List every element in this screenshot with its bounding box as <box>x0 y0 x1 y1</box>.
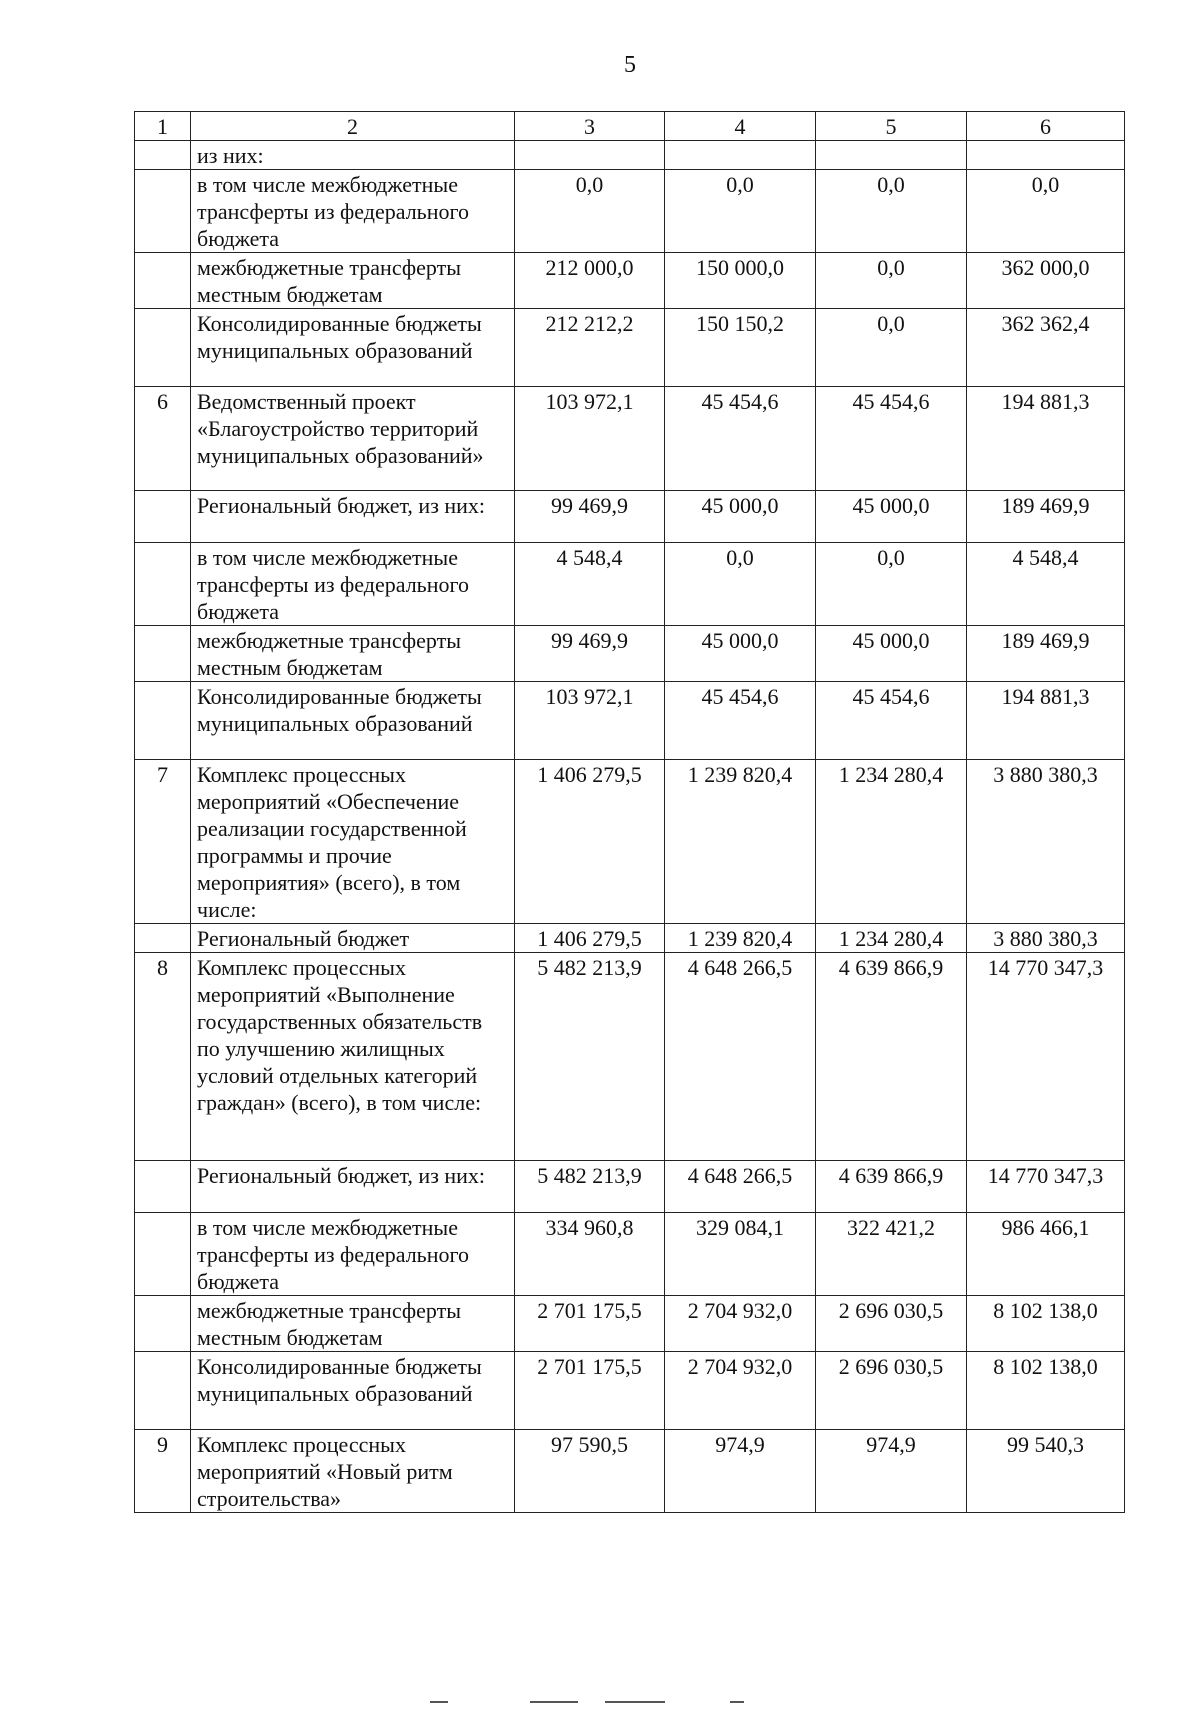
value-col-5: 2 696 030,5 <box>816 1296 967 1352</box>
value-col-4: 4 648 266,5 <box>665 953 816 1161</box>
table-row <box>135 543 1125 626</box>
value-col-5: 322 421,2 <box>816 1213 967 1296</box>
value-col-5: 45 000,0 <box>816 626 967 682</box>
value-col-5: 4 639 866,9 <box>816 1161 967 1213</box>
row-description: в том числе межбюджетные трансферты из федерального бюджета <box>191 1213 515 1296</box>
value-col-4: 150 000,0 <box>665 253 816 309</box>
table-row <box>135 253 1125 309</box>
value-col-3: 97 590,5 <box>515 1430 665 1513</box>
row-description: межбюджетные трансферты местным бюджетам <box>191 626 515 682</box>
page-number: 5 <box>624 52 636 78</box>
header-cell-6: 6 <box>967 112 1125 141</box>
value-col-4: 329 084,1 <box>665 1213 816 1296</box>
row-description: межбюджетные трансферты местным бюджетам <box>191 253 515 309</box>
row-description: Ведомственный проект «Благоустройство территорий муниципальных образований» <box>191 387 515 491</box>
value-col-6: 14 770 347,3 <box>967 953 1125 1161</box>
header-cell-2: 2 <box>191 112 515 141</box>
table-row <box>135 760 1125 924</box>
value-col-3: 103 972,1 <box>515 387 665 491</box>
value-col-5: 974,9 <box>816 1430 967 1513</box>
row-number <box>135 543 191 626</box>
value-col-6: 362 362,4 <box>967 309 1125 387</box>
value-col-4: 1 239 820,4 <box>665 760 816 924</box>
value-col-4: 45 454,6 <box>665 682 816 760</box>
value-col-4: 1 239 820,4 <box>665 924 816 953</box>
value-col-5: 45 454,6 <box>816 682 967 760</box>
value-col-4: 150 150,2 <box>665 309 816 387</box>
scan-mark <box>730 1701 744 1703</box>
row-description: Региональный бюджет, из них: <box>191 1161 515 1213</box>
value-col-5: 45 454,6 <box>816 387 967 491</box>
row-description: Комплекс процессных мероприятий «Обеспечение реализации государственной программы и прочие мероприятия» (всего), в том числе: <box>191 760 515 924</box>
row-description: межбюджетные трансферты местным бюджетам <box>191 1296 515 1352</box>
value-col-4: 45 454,6 <box>665 387 816 491</box>
value-col-6: 986 466,1 <box>967 1213 1125 1296</box>
row-number <box>135 924 191 953</box>
row-number <box>135 626 191 682</box>
row-number <box>135 491 191 543</box>
value-col-6: 4 548,4 <box>967 543 1125 626</box>
table-row <box>135 141 1125 170</box>
value-col-3: 4 548,4 <box>515 543 665 626</box>
value-col-4: 0,0 <box>665 543 816 626</box>
header-cell-1: 1 <box>135 112 191 141</box>
header-cell-5: 5 <box>816 112 967 141</box>
value-col-6: 189 469,9 <box>967 491 1125 543</box>
value-col-3: 99 469,9 <box>515 626 665 682</box>
value-col-6 <box>967 141 1125 170</box>
row-description: Региональный бюджет, из них: <box>191 491 515 543</box>
table-row <box>135 682 1125 760</box>
row-number: 9 <box>135 1430 191 1513</box>
scan-mark <box>605 1701 665 1703</box>
table-row <box>135 1430 1125 1513</box>
value-col-5 <box>816 141 967 170</box>
value-col-5: 0,0 <box>816 543 967 626</box>
table-body <box>135 112 1125 1513</box>
value-col-5: 45 000,0 <box>816 491 967 543</box>
value-col-5: 1 234 280,4 <box>816 760 967 924</box>
row-number <box>135 309 191 387</box>
value-col-4 <box>665 141 816 170</box>
value-col-5: 0,0 <box>816 309 967 387</box>
value-col-3: 212 212,2 <box>515 309 665 387</box>
value-col-6: 0,0 <box>967 170 1125 253</box>
value-col-4: 45 000,0 <box>665 626 816 682</box>
value-col-3: 5 482 213,9 <box>515 1161 665 1213</box>
value-col-6: 8 102 138,0 <box>967 1352 1125 1430</box>
table-row <box>135 1161 1125 1213</box>
value-col-4: 45 000,0 <box>665 491 816 543</box>
header-cell-4: 4 <box>665 112 816 141</box>
value-col-6: 362 000,0 <box>967 253 1125 309</box>
value-col-4: 2 704 932,0 <box>665 1352 816 1430</box>
table-row <box>135 1352 1125 1430</box>
row-number <box>135 1213 191 1296</box>
value-col-3: 334 960,8 <box>515 1213 665 1296</box>
table-row <box>135 953 1125 1161</box>
table-row <box>135 626 1125 682</box>
scan-mark <box>530 1701 578 1703</box>
row-description: Комплекс процессных мероприятий «Выполнение государственных обязательств по улучшению жилищных условий отдельных категорий граждан» (всего), в том числе: <box>191 953 515 1161</box>
table-row <box>135 387 1125 491</box>
row-number: 8 <box>135 953 191 1161</box>
value-col-3: 2 701 175,5 <box>515 1296 665 1352</box>
row-number <box>135 1161 191 1213</box>
scan-artifact-marks <box>430 1701 790 1705</box>
value-col-3: 1 406 279,5 <box>515 760 665 924</box>
row-description: Консолидированные бюджеты муниципальных образований <box>191 682 515 760</box>
scan-mark <box>430 1701 448 1703</box>
row-number <box>135 253 191 309</box>
value-col-3: 99 469,9 <box>515 491 665 543</box>
value-col-5: 4 639 866,9 <box>816 953 967 1161</box>
row-number <box>135 141 191 170</box>
row-description: в том числе межбюджетные трансферты из федерального бюджета <box>191 170 515 253</box>
value-col-4: 2 704 932,0 <box>665 1296 816 1352</box>
budget-table <box>134 111 1125 1513</box>
row-description: из них: <box>191 141 515 170</box>
value-col-3: 1 406 279,5 <box>515 924 665 953</box>
table-row <box>135 924 1125 953</box>
row-number <box>135 1352 191 1430</box>
value-col-6: 99 540,3 <box>967 1430 1125 1513</box>
row-number: 6 <box>135 387 191 491</box>
value-col-6: 14 770 347,3 <box>967 1161 1125 1213</box>
row-description: Комплекс процессных мероприятий «Новый ритм строительства» <box>191 1430 515 1513</box>
row-description: Региональный бюджет <box>191 924 515 953</box>
value-col-5: 2 696 030,5 <box>816 1352 967 1430</box>
row-description: Консолидированные бюджеты муниципальных образований <box>191 309 515 387</box>
row-number <box>135 682 191 760</box>
value-col-6: 3 880 380,3 <box>967 924 1125 953</box>
row-description: в том числе межбюджетные трансферты из федерального бюджета <box>191 543 515 626</box>
value-col-5: 0,0 <box>816 253 967 309</box>
value-col-4: 0,0 <box>665 170 816 253</box>
value-col-6: 194 881,3 <box>967 387 1125 491</box>
table-row <box>135 309 1125 387</box>
value-col-3 <box>515 141 665 170</box>
table-header-row <box>135 112 1125 141</box>
value-col-5: 0,0 <box>816 170 967 253</box>
value-col-5: 1 234 280,4 <box>816 924 967 953</box>
row-number <box>135 1296 191 1352</box>
value-col-3: 212 000,0 <box>515 253 665 309</box>
table-row <box>135 491 1125 543</box>
header-cell-3: 3 <box>515 112 665 141</box>
value-col-4: 974,9 <box>665 1430 816 1513</box>
table-row <box>135 1296 1125 1352</box>
value-col-4: 4 648 266,5 <box>665 1161 816 1213</box>
value-col-6: 3 880 380,3 <box>967 760 1125 924</box>
row-number <box>135 170 191 253</box>
row-description: Консолидированные бюджеты муниципальных образований <box>191 1352 515 1430</box>
value-col-3: 2 701 175,5 <box>515 1352 665 1430</box>
value-col-6: 189 469,9 <box>967 626 1125 682</box>
table-row <box>135 170 1125 253</box>
value-col-3: 103 972,1 <box>515 682 665 760</box>
row-number: 7 <box>135 760 191 924</box>
table-row <box>135 1213 1125 1296</box>
value-col-6: 8 102 138,0 <box>967 1296 1125 1352</box>
value-col-3: 0,0 <box>515 170 665 253</box>
value-col-3: 5 482 213,9 <box>515 953 665 1161</box>
value-col-6: 194 881,3 <box>967 682 1125 760</box>
